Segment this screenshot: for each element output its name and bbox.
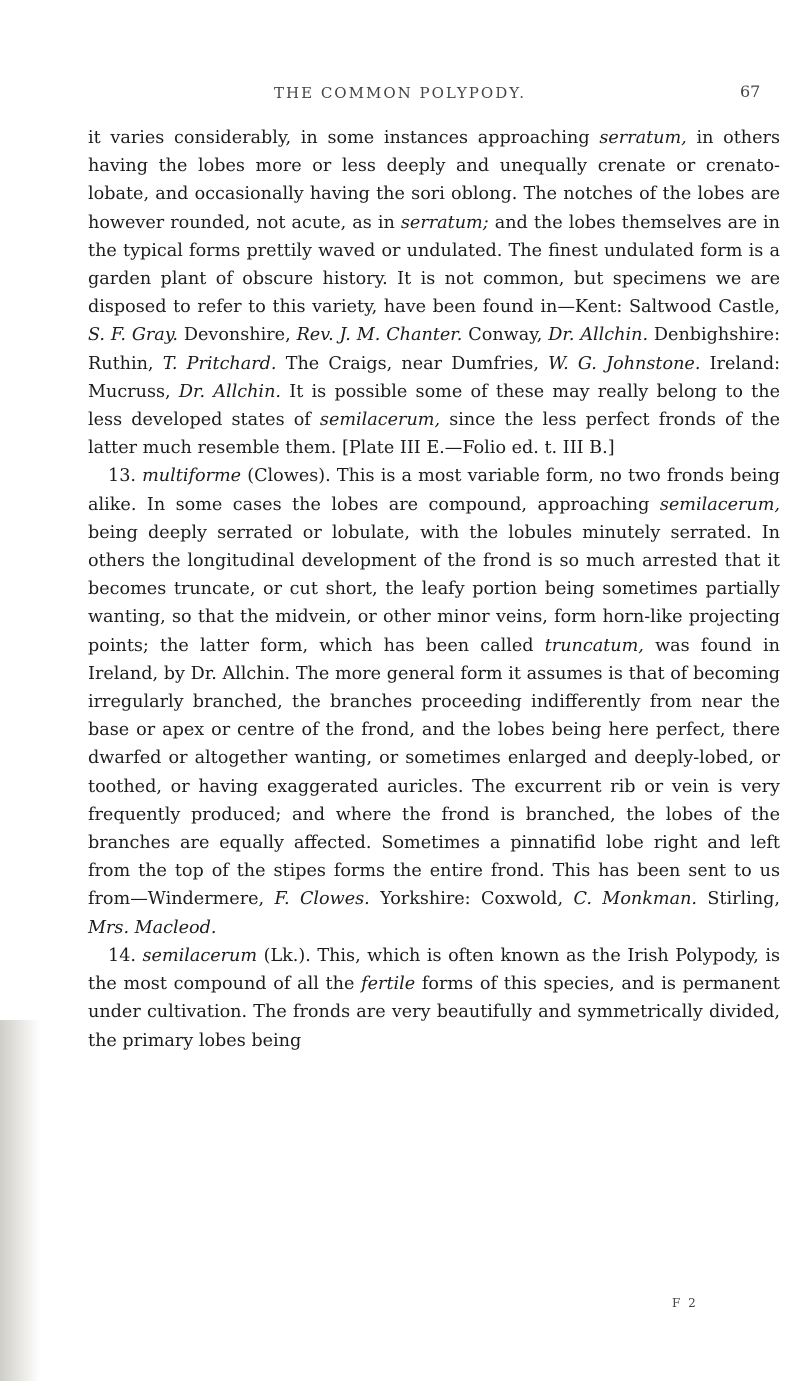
text-run: Denbighshire: Ruthin, bbox=[88, 325, 780, 374]
text-run: It is possible some of these may really belong to the less developed states of bbox=[88, 381, 780, 431]
text-run: Stirling, bbox=[697, 889, 781, 910]
text-run: 14. bbox=[108, 945, 143, 966]
italic-run: multiforme bbox=[142, 466, 242, 487]
text-run: and the lobes themselves are in the typical forms prettily waved or undulated. The finest undulated form is a garden plant of obscure history. It is not common, but specimens we are disposed to refer to this variety, have been found in—Kent: Saltwood Castle, bbox=[88, 212, 781, 318]
italic-run: C. Monkman. bbox=[573, 889, 698, 910]
page-number: 67 bbox=[740, 82, 761, 101]
text-run: The Craigs, near Dumfries, bbox=[276, 353, 549, 374]
paragraph-variety-13 bbox=[88, 462, 780, 941]
italic-run: T. Pritchard. bbox=[162, 353, 277, 374]
paragraph-variety-14 bbox=[88, 942, 780, 1055]
italic-run: Dr. Allchin. bbox=[548, 325, 649, 346]
text-run: was found in Ireland, by Dr. Allchin. The more general form it assumes is that of becoming irregularly branched, the branches proceeding indifferently from near the base or apex or centre of the frond, and the lobes being here perfect, there dwarfed or altogether wanting, or sometimes enlarged and deeply-lobed, or toothed, or having exaggerated auricles. The excurrent rib or vein is very frequently produced; and where the frond is branched, the lobes of the branches are equally affected. Sometimes a pinnatifid lobe right and left from the top of the stipes forms the entire frond. This has been sent to us from—Windermere, bbox=[88, 635, 780, 910]
text-run: in others having the lobes more or less deeply and unequally crenate or crenato-lobate, and occasionally having the sori oblong. The notches of the lobes are however rounded, not acute, as in bbox=[88, 128, 780, 233]
text-run: Conway, bbox=[462, 325, 549, 346]
paragraph-variety-12 bbox=[88, 124, 780, 462]
italic-run: serratum; bbox=[400, 212, 489, 233]
text-run: being deeply serrated or lobulate, with the lobules minutely serrated. In others the longitudinal development of the frond is so much arrested that it becomes truncate, or cut short, the leafy portion being sometimes partially wanting, so that the midvein, or other minor veins, form horn-like projecting points; the latter form, which has been called bbox=[88, 522, 780, 656]
italic-run: semilacerum, bbox=[319, 410, 441, 431]
text-run: 13. bbox=[108, 466, 143, 487]
italic-run: semilacerum bbox=[142, 945, 258, 966]
italic-run: Dr. Allchin. bbox=[178, 381, 281, 402]
italic-run: Rev. J. M. Chanter. bbox=[296, 325, 463, 346]
text-run: it varies considerably, in some instances approaching bbox=[88, 128, 600, 148]
italic-run: fertile bbox=[361, 974, 416, 995]
italic-run: semilacerum, bbox=[659, 494, 780, 515]
text-run: Ireland: Mucruss, bbox=[88, 353, 781, 402]
text-run: (Clowes). This is a most variable form, no two fronds being alike. In some cases the lobes are compound, approaching bbox=[88, 466, 781, 515]
body-text bbox=[88, 124, 780, 1055]
italic-run: truncatum, bbox=[544, 635, 644, 656]
italic-run: Mrs. Macleod. bbox=[88, 917, 217, 938]
italic-run: F. Clowes. bbox=[274, 889, 370, 910]
italic-run: W. G. Johnstone. bbox=[548, 353, 701, 374]
text-run: forms of this species, and is permanent under cultivation. The fronds are very beautifully and symmetrically divided, the primary lobes being bbox=[88, 974, 780, 1051]
text-run: Devonshire, bbox=[178, 325, 297, 346]
text-run: since the less perfect fronds of the latter much resemble them. [Plate III E.—Folio ed. t. III B.] bbox=[88, 410, 780, 459]
text-run: Yorkshire: Coxwold, bbox=[369, 889, 574, 910]
running-head: THE COMMON POLYPODY. bbox=[274, 84, 526, 102]
italic-run: S. F. Gray. bbox=[88, 325, 178, 346]
binding-shadow bbox=[0, 1020, 40, 1381]
italic-run: serratum, bbox=[599, 128, 687, 148]
text-run: (Lk.). This, which is often known as the Irish Polypody, is the most compound of all the bbox=[88, 945, 780, 995]
signature-mark: F 2 bbox=[672, 1296, 698, 1310]
